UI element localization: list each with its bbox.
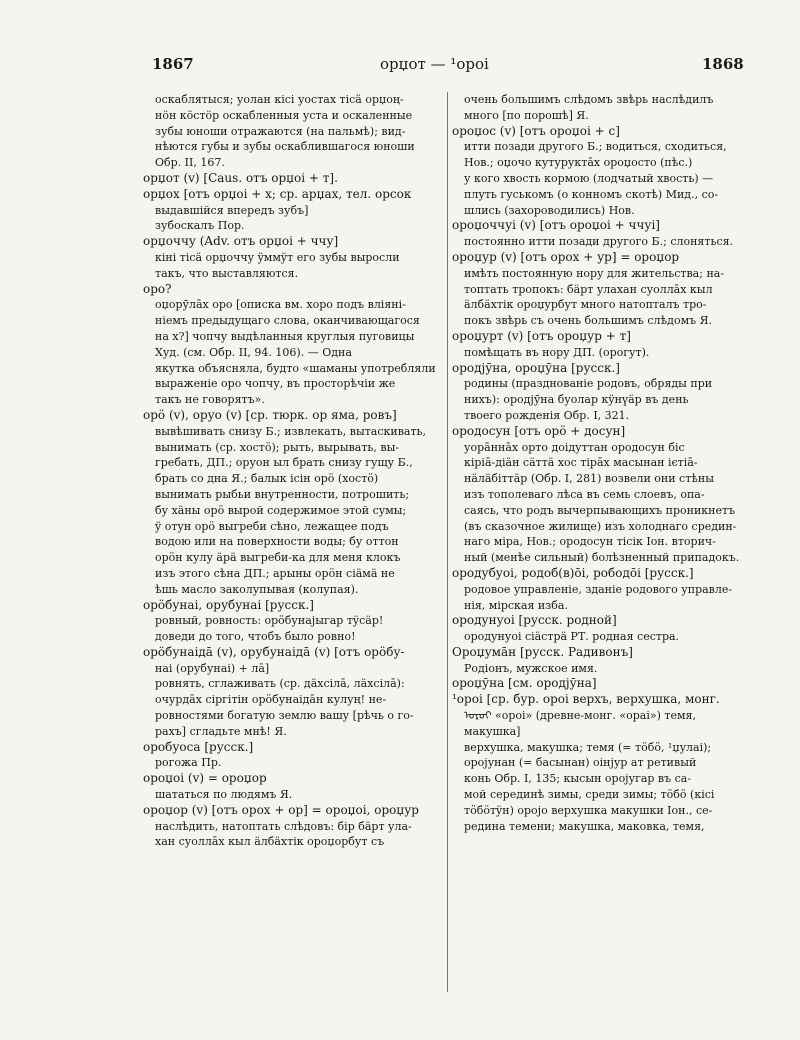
entry-text-line: ровнять, сглаживать (ср. дäхсілā, лäхсілā): bbox=[155, 677, 405, 691]
entry-headword-line: ороџурт (v) [отъ ороџур + т] bbox=[452, 328, 631, 343]
entry-text-line: Родіонъ, мужское имя. bbox=[464, 661, 598, 675]
entry-text-line: наі (орубунаі) + лā] bbox=[155, 661, 270, 675]
entry-text-line: ровностями богатую землю вашу [рѣчь о го- bbox=[155, 709, 414, 723]
entry-headword-line: оробуоса [русск.] bbox=[143, 739, 254, 754]
entry-text-line: рахъ] сгладьте мнѣ! Я. bbox=[155, 724, 287, 738]
entry-text-line: вывѣшивать снизу Б.; извлекать, вытаскивать, bbox=[155, 424, 427, 438]
entry-text-line: помѣщать въ нору ДП. (орогут). bbox=[464, 345, 650, 359]
right-column bbox=[452, 92, 742, 834]
entry-headword-line: ороџӯна [см. ородјӯна] bbox=[452, 676, 597, 691]
page-number-right: 1868 bbox=[702, 55, 744, 73]
entry-text-line: шлись (захороводились) Нов. bbox=[464, 203, 635, 217]
entry-text-line: имѣть постоянную нору для жительства; на- bbox=[464, 266, 725, 280]
entry-text-line: (въ сказочное жилище) изъ холоднаго средин- bbox=[464, 519, 737, 533]
entry-text-line: кіріā-діäн сäттä хос тірāх масынан ієтіā- bbox=[464, 456, 698, 470]
entry-text-line: плуть гуськомъ (о конномъ скотѣ) Мид., со- bbox=[464, 187, 719, 201]
entry-text-line: бу хäны орӧ вырой содержимое этой сумы; bbox=[155, 503, 407, 517]
entry-text-line: вынимать рыбьи внутренности, потрошить; bbox=[155, 487, 410, 501]
entry-text-line: родины (празднованіе родовъ, обряды при bbox=[464, 377, 713, 391]
entry-text-line: нія, мірская изба. bbox=[464, 598, 568, 612]
entry-text-line: нäлäбіттäр (Обр. I, 281) возвели они стѣны bbox=[464, 472, 715, 486]
entry-text-line: хан суоллāх кыл äлбäхтік ороџорбут съ bbox=[155, 835, 385, 849]
entry-headword-line: ¹ороі [ср. бур. ороі верхъ, верхушка, монг. bbox=[452, 692, 720, 707]
entry-text-line: якутка объясняла, будто «шаманы употребляли bbox=[155, 361, 436, 375]
entry-text-line: тӧбӧтÿн) оројо верхушка макушки Іон., се- bbox=[464, 803, 713, 817]
entry-text-line: нихъ): ородјӯна буолар кÿнүäр въ день bbox=[464, 393, 689, 407]
entry-text-line: зубоскалъ Пор. bbox=[155, 219, 245, 233]
entry-headword-line: оро? bbox=[143, 281, 172, 296]
entry-text-line: очень большимъ слѣдомъ звѣрь наслѣдилъ bbox=[464, 93, 714, 106]
entry-headword-line: ородосун [отъ орӧ + досун] bbox=[452, 423, 626, 438]
entry-text-line: у кого хвость кормою (лодчатый хвость) — bbox=[464, 171, 714, 185]
entry-text-line: топтать тропокъ: бäрт улахан суоллāх кыл bbox=[464, 282, 713, 296]
entry-text-line: такъ не говорятъ». bbox=[155, 393, 265, 407]
column-divider bbox=[447, 92, 448, 992]
entry-text-line: такъ, что выставляются. bbox=[155, 266, 299, 280]
entry-text-line: ровный, ровность: орӧбунајыгар тÿсäр! bbox=[155, 614, 384, 628]
entry-text-line: ѣшь масло заколупывая (колупая). bbox=[155, 582, 359, 596]
entry-text-line: Нов.; оџочо кутуруктāх ороџосто (пѣс.) bbox=[464, 156, 693, 170]
entry-text-line: зубы юноши отражаются (на пальмѣ); вид- bbox=[155, 124, 406, 138]
entry-text-line: кіні тісä орџоччу ÿммÿт его зубы выросли bbox=[155, 250, 400, 264]
entry-text-line: покъ звѣрь съ очень большимъ слѣдомъ Я. bbox=[464, 314, 712, 328]
entry-text-line: Худ. (см. Обр. II, 94. 106). — Одна bbox=[155, 345, 352, 359]
entry-text-line: äлбäхтік ороџурбут много натопталъ тро- bbox=[464, 298, 707, 312]
entry-text-line: рогожа Пр. bbox=[155, 756, 222, 770]
entry-text-line: доведи до того, чтобъ было ровно! bbox=[155, 630, 356, 644]
entry-text-line: нöн кöстöр оскабленныя уста и оскаленные bbox=[155, 108, 413, 122]
entry-text-line: конь Обр. I, 135; кысын оројугар въ са- bbox=[464, 772, 692, 786]
left-column bbox=[143, 92, 443, 850]
entry-text-line: брать со дна Я.; балык ісін орӧ (хостӧ) bbox=[155, 472, 379, 486]
entry-headword-line: ородубуоі, родоб(в)ōі, рободōі [русск.] bbox=[452, 565, 694, 580]
entry-headword-line: ородунуоі [русск. родной] bbox=[452, 613, 617, 628]
entry-text-line: оскаблятыся; уолан кісі уостах тісä орџоң- bbox=[155, 93, 404, 106]
entry-headword-line: орӧбунаідā (v), орубунаідā (v) [отъ орӧбу- bbox=[143, 644, 405, 659]
entry-text-line: изъ тополеваго лѣса въ семь слоевъ, опа- bbox=[464, 487, 705, 501]
entry-text-line: на х?] чопчу выдѣланныя круглыя пуговицы bbox=[155, 329, 415, 343]
entry-text-line: Обр. II, 167. bbox=[155, 156, 225, 170]
entry-headword-line: Ороџумāн [русск. Радивонъ] bbox=[452, 644, 633, 659]
entry-text-line: ÿ отун орӧ выгреби сѣно, лежащее подъ bbox=[155, 519, 389, 533]
entry-headword-line: орџот (v) [Caus. отъ орџоі + т]. bbox=[143, 170, 338, 185]
entry-text-line: шататься по людямъ Я. bbox=[155, 788, 293, 802]
entry-text-line: уорāннāх орто доідуттан ородосун біс bbox=[464, 440, 685, 454]
entry-text-line: ніемъ предыдущаго слова, оканчивающагося bbox=[155, 314, 420, 328]
entry-headword-line: ороџос (v) [отъ ороџоі + с] bbox=[452, 123, 620, 138]
entry-text-line: верхушка, макушка; темя (= тӧбӧ, ¹џулаі); bbox=[464, 740, 712, 754]
entry-text-line: постоянно итти позади другого Б.; слоняться. bbox=[464, 235, 734, 249]
entry-text-line: итти позади другого Б.; водиться, сходиться, bbox=[464, 140, 727, 154]
entry-text-line: выдавшійся впередъ зубъ] bbox=[155, 203, 309, 217]
entry-text-line: ородунуоі сіäстрä РТ. родная сестра. bbox=[464, 630, 680, 644]
entry-text-line: вынимать (ср. хостӧ); рыть, вырывать, вы- bbox=[155, 440, 400, 454]
entry-text-line: ᠣᠷᠣᠢ «ороі» (древне-монг. «орai») темя, bbox=[464, 709, 696, 723]
entry-text-line: макушка] bbox=[464, 724, 521, 738]
entry-headword-line: ороџоі (v) = ороџор bbox=[143, 771, 267, 786]
page-number-left: 1867 bbox=[152, 55, 194, 73]
entry-text-line: очурдāх сіргітін орӧбунаідāн кулуң! не- bbox=[155, 693, 387, 707]
entry-headword-line: ородјӯна, ороџӯна [русск.] bbox=[452, 360, 620, 375]
entry-text-line: саясь, что родъ вычерпывающихъ проникнетъ bbox=[464, 503, 736, 517]
entry-text-line: редина темени; макушка, маковка, темя, bbox=[464, 819, 705, 833]
running-title: орџот — ¹ороі bbox=[380, 55, 489, 73]
entry-headword-line: ороџоччуі (v) [отъ ороџоі + ччуі] bbox=[452, 218, 660, 233]
entry-text-line: наго міра, Нов.; ородосун тісік Іон. вторич- bbox=[464, 535, 716, 549]
entry-text-line: водою или на поверхности воды; бу оттон bbox=[155, 535, 399, 549]
entry-text-line: оројунан (= басынан) оінјур ат ретивый bbox=[464, 756, 697, 770]
entry-text-line: ный (менѣе сильный) болѣзненный припадокъ. bbox=[464, 551, 740, 565]
entry-headword-line: орџох [отъ орџоі + х; ср. арџах, тел. орсок bbox=[143, 186, 412, 201]
entry-headword-line: орӧбунаі, орубунаі [русск.] bbox=[143, 597, 314, 612]
entry-text-line: родовое управленіе, зданіе родового управле- bbox=[464, 582, 733, 596]
entry-headword-line: орџоччу (Adv. отъ орџоі + ччу] bbox=[143, 234, 339, 249]
entry-text-line: выраженіе оро чопчу, въ просторѣчіи же bbox=[155, 377, 396, 391]
entry-text-line: орӧн кулу äрä выгреби-ка для меня клокъ bbox=[155, 551, 401, 565]
entry-text-line: мой серединѣ зимы, среди зимы; тӧбӧ (кісі bbox=[464, 788, 715, 802]
entry-text-line: нѣются губы и зубы оскаблившагося юноши bbox=[155, 140, 415, 154]
entry-text-line: много [по порошѣ] Я. bbox=[464, 108, 589, 122]
entry-headword-line: ороџор (v) [отъ орох + ор] = ороџоі, ороџур bbox=[143, 802, 419, 817]
entry-text-line: твоего рожденія Обр. I, 321. bbox=[464, 408, 630, 422]
entry-text-line: изъ этого сѣна ДП.; арыны орӧн сіäмä не bbox=[155, 566, 395, 580]
entry-text-line: гребать, ДП.; оруон ыл брать снизу гущу Б., bbox=[155, 456, 413, 470]
entry-text-line: оџорӯлāх оро [описка вм. хоро подъ вліяні- bbox=[155, 298, 406, 312]
entry-text-line: наслѣдить, натоптать слѣдовъ: бір бäрт ула- bbox=[155, 819, 412, 833]
entry-headword-line: орӧ (v), оруо (v) [ср. тюрк. ор яма, ровъ] bbox=[143, 407, 397, 422]
entry-headword-line: ороџур (v) [отъ орох + ур] = ороџор bbox=[452, 249, 680, 264]
